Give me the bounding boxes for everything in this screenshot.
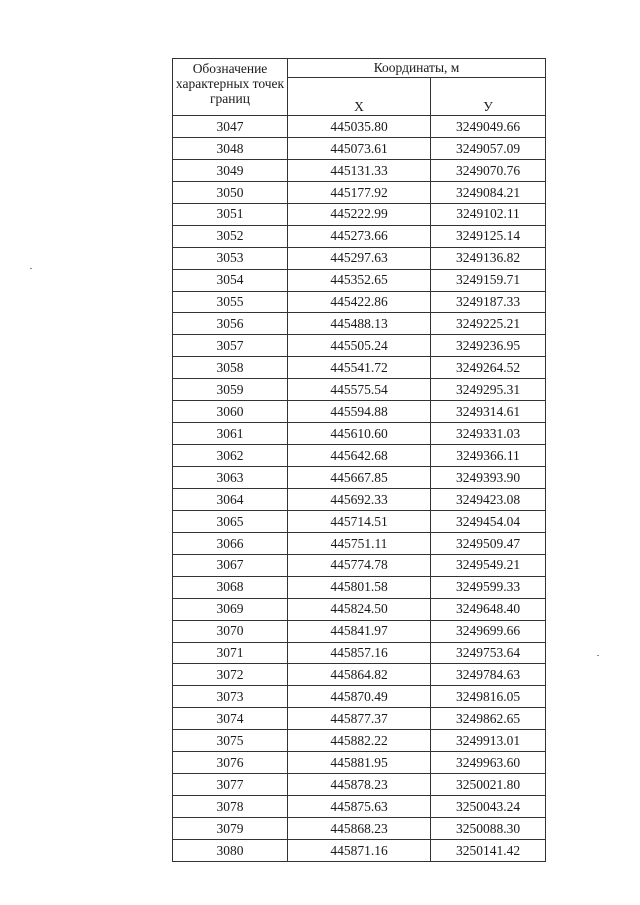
y-coordinate-cell: 3249753.64	[431, 642, 546, 664]
point-cell: 3049	[173, 159, 288, 181]
table-row	[173, 598, 546, 620]
x-coordinate-cell: 445714.51	[288, 510, 431, 532]
point-cell: 3066	[173, 532, 288, 554]
point-cell: 3055	[173, 291, 288, 313]
y-coordinate-cell: 3249136.82	[431, 247, 546, 269]
table-row	[173, 247, 546, 269]
x-coordinate-cell: 445824.50	[288, 598, 431, 620]
point-cell: 3058	[173, 357, 288, 379]
x-coordinate-cell: 445864.82	[288, 664, 431, 686]
table-row	[173, 335, 546, 357]
table-row	[173, 116, 546, 138]
table-row	[173, 818, 546, 840]
point-cell: 3065	[173, 510, 288, 532]
x-coordinate-cell: 445222.99	[288, 203, 431, 225]
y-coordinate-cell: 3249549.21	[431, 554, 546, 576]
x-coordinate-cell: 445881.95	[288, 752, 431, 774]
y-coordinate-cell: 3250141.42	[431, 839, 546, 861]
table-row	[173, 774, 546, 796]
y-coordinate-cell: 3249102.11	[431, 203, 546, 225]
x-coordinate-cell: 445882.22	[288, 730, 431, 752]
x-coordinate-cell: 445692.33	[288, 488, 431, 510]
y-coordinate-cell: 3249816.05	[431, 686, 546, 708]
x-coordinate-cell: 445575.54	[288, 379, 431, 401]
point-designation-header: Обозначение характерных точек границ	[173, 59, 288, 116]
x-coordinate-cell: 445505.24	[288, 335, 431, 357]
table-row	[173, 839, 546, 861]
point-cell: 3052	[173, 225, 288, 247]
y-coordinate-cell: 3250088.30	[431, 818, 546, 840]
point-cell: 3078	[173, 796, 288, 818]
point-cell: 3062	[173, 445, 288, 467]
point-cell: 3067	[173, 554, 288, 576]
point-cell: 3077	[173, 774, 288, 796]
x-coordinate-cell: 445131.33	[288, 159, 431, 181]
y-coordinate-cell: 3250043.24	[431, 796, 546, 818]
y-coordinate-cell: 3249331.03	[431, 423, 546, 445]
scan-speck	[597, 655, 599, 656]
table-row	[173, 752, 546, 774]
y-coordinate-cell: 3249699.66	[431, 620, 546, 642]
x-coordinate-cell: 445488.13	[288, 313, 431, 335]
y-coordinate-cell: 3249648.40	[431, 598, 546, 620]
point-cell: 3073	[173, 686, 288, 708]
point-cell: 3054	[173, 269, 288, 291]
x-coordinate-cell: 445610.60	[288, 423, 431, 445]
point-cell: 3069	[173, 598, 288, 620]
table-row	[173, 423, 546, 445]
point-cell: 3071	[173, 642, 288, 664]
x-coordinate-cell: 445642.68	[288, 445, 431, 467]
x-coordinate-cell: 445868.23	[288, 818, 431, 840]
table-row	[173, 313, 546, 335]
y-coordinate-cell: 3249225.21	[431, 313, 546, 335]
y-coordinate-cell: 3249913.01	[431, 730, 546, 752]
x-coordinate-cell: 445878.23	[288, 774, 431, 796]
x-coordinate-cell: 445870.49	[288, 686, 431, 708]
y-coordinate-cell: 3249236.95	[431, 335, 546, 357]
point-cell: 3047	[173, 116, 288, 138]
x-coordinate-cell: 445841.97	[288, 620, 431, 642]
table-row	[173, 796, 546, 818]
point-cell: 3079	[173, 818, 288, 840]
table-row	[173, 576, 546, 598]
y-coordinate-cell: 3249862.65	[431, 708, 546, 730]
y-coordinate-cell: 3249393.90	[431, 467, 546, 489]
y-coordinate-cell: 3249314.61	[431, 401, 546, 423]
scan-speck	[30, 268, 32, 269]
table-row	[173, 401, 546, 423]
y-coordinate-cell: 3249423.08	[431, 488, 546, 510]
table-row	[173, 445, 546, 467]
point-cell: 3070	[173, 620, 288, 642]
x-coordinate-cell: 445751.11	[288, 532, 431, 554]
x-coordinate-cell: 445667.85	[288, 467, 431, 489]
x-coordinate-cell: 445352.65	[288, 269, 431, 291]
point-cell: 3057	[173, 335, 288, 357]
y-coordinate-cell: 3249599.33	[431, 576, 546, 598]
x-coordinate-cell: 445774.78	[288, 554, 431, 576]
table-row	[173, 159, 546, 181]
point-cell: 3075	[173, 730, 288, 752]
table-row	[173, 708, 546, 730]
y-coordinate-cell: 3249070.76	[431, 159, 546, 181]
table-row	[173, 554, 546, 576]
table-row	[173, 357, 546, 379]
table-row	[173, 664, 546, 686]
y-coordinate-cell: 3250021.80	[431, 774, 546, 796]
table-row	[173, 291, 546, 313]
y-coordinate-cell: 3249366.11	[431, 445, 546, 467]
table-row	[173, 620, 546, 642]
table-row	[173, 686, 546, 708]
point-cell: 3053	[173, 247, 288, 269]
x-coordinate-cell: 445297.63	[288, 247, 431, 269]
y-coordinate-cell: 3249159.71	[431, 269, 546, 291]
y-coordinate-cell: 3249125.14	[431, 225, 546, 247]
point-cell: 3063	[173, 467, 288, 489]
y-coordinate-cell: 3249295.31	[431, 379, 546, 401]
point-cell: 3074	[173, 708, 288, 730]
point-cell: 3072	[173, 664, 288, 686]
x-coordinate-cell: 445422.86	[288, 291, 431, 313]
point-cell: 3050	[173, 181, 288, 203]
table-row	[173, 730, 546, 752]
y-coordinate-cell: 3249963.60	[431, 752, 546, 774]
table-row	[173, 642, 546, 664]
x-coordinate-cell: 445594.88	[288, 401, 431, 423]
point-cell: 3076	[173, 752, 288, 774]
coordinates-table	[172, 58, 546, 862]
y-coordinate-cell: 3249049.66	[431, 116, 546, 138]
point-cell: 3068	[173, 576, 288, 598]
y-coordinate-cell: 3249784.63	[431, 664, 546, 686]
table-row	[173, 488, 546, 510]
x-coordinate-cell: 445871.16	[288, 839, 431, 861]
table-row	[173, 137, 546, 159]
x-coordinate-cell: 445877.37	[288, 708, 431, 730]
point-cell: 3048	[173, 137, 288, 159]
table-row	[173, 225, 546, 247]
y-coordinate-cell: 3249187.33	[431, 291, 546, 313]
x-coordinate-cell: 445177.92	[288, 181, 431, 203]
y-column-header: У	[431, 78, 546, 116]
x-coordinate-cell: 445273.66	[288, 225, 431, 247]
x-coordinate-cell: 445073.61	[288, 137, 431, 159]
point-cell: 3061	[173, 423, 288, 445]
table-row	[173, 379, 546, 401]
y-coordinate-cell: 3249509.47	[431, 532, 546, 554]
y-coordinate-cell: 3249264.52	[431, 357, 546, 379]
table-row	[173, 467, 546, 489]
point-cell: 3080	[173, 839, 288, 861]
point-cell: 3059	[173, 379, 288, 401]
x-coordinate-cell: 445035.80	[288, 116, 431, 138]
y-coordinate-cell: 3249454.04	[431, 510, 546, 532]
table-body	[173, 116, 546, 862]
table-row	[173, 203, 546, 225]
table-row	[173, 269, 546, 291]
point-cell: 3051	[173, 203, 288, 225]
y-coordinate-cell: 3249057.09	[431, 137, 546, 159]
x-coordinate-cell: 445857.16	[288, 642, 431, 664]
x-column-header: X	[288, 78, 431, 116]
x-coordinate-cell: 445801.58	[288, 576, 431, 598]
y-coordinate-cell: 3249084.21	[431, 181, 546, 203]
table-row	[173, 510, 546, 532]
table-row	[173, 181, 546, 203]
point-cell: 3060	[173, 401, 288, 423]
table-row	[173, 532, 546, 554]
point-cell: 3064	[173, 488, 288, 510]
point-cell: 3056	[173, 313, 288, 335]
x-coordinate-cell: 445541.72	[288, 357, 431, 379]
coordinates-header: Координаты, м	[288, 59, 546, 78]
x-coordinate-cell: 445875.63	[288, 796, 431, 818]
